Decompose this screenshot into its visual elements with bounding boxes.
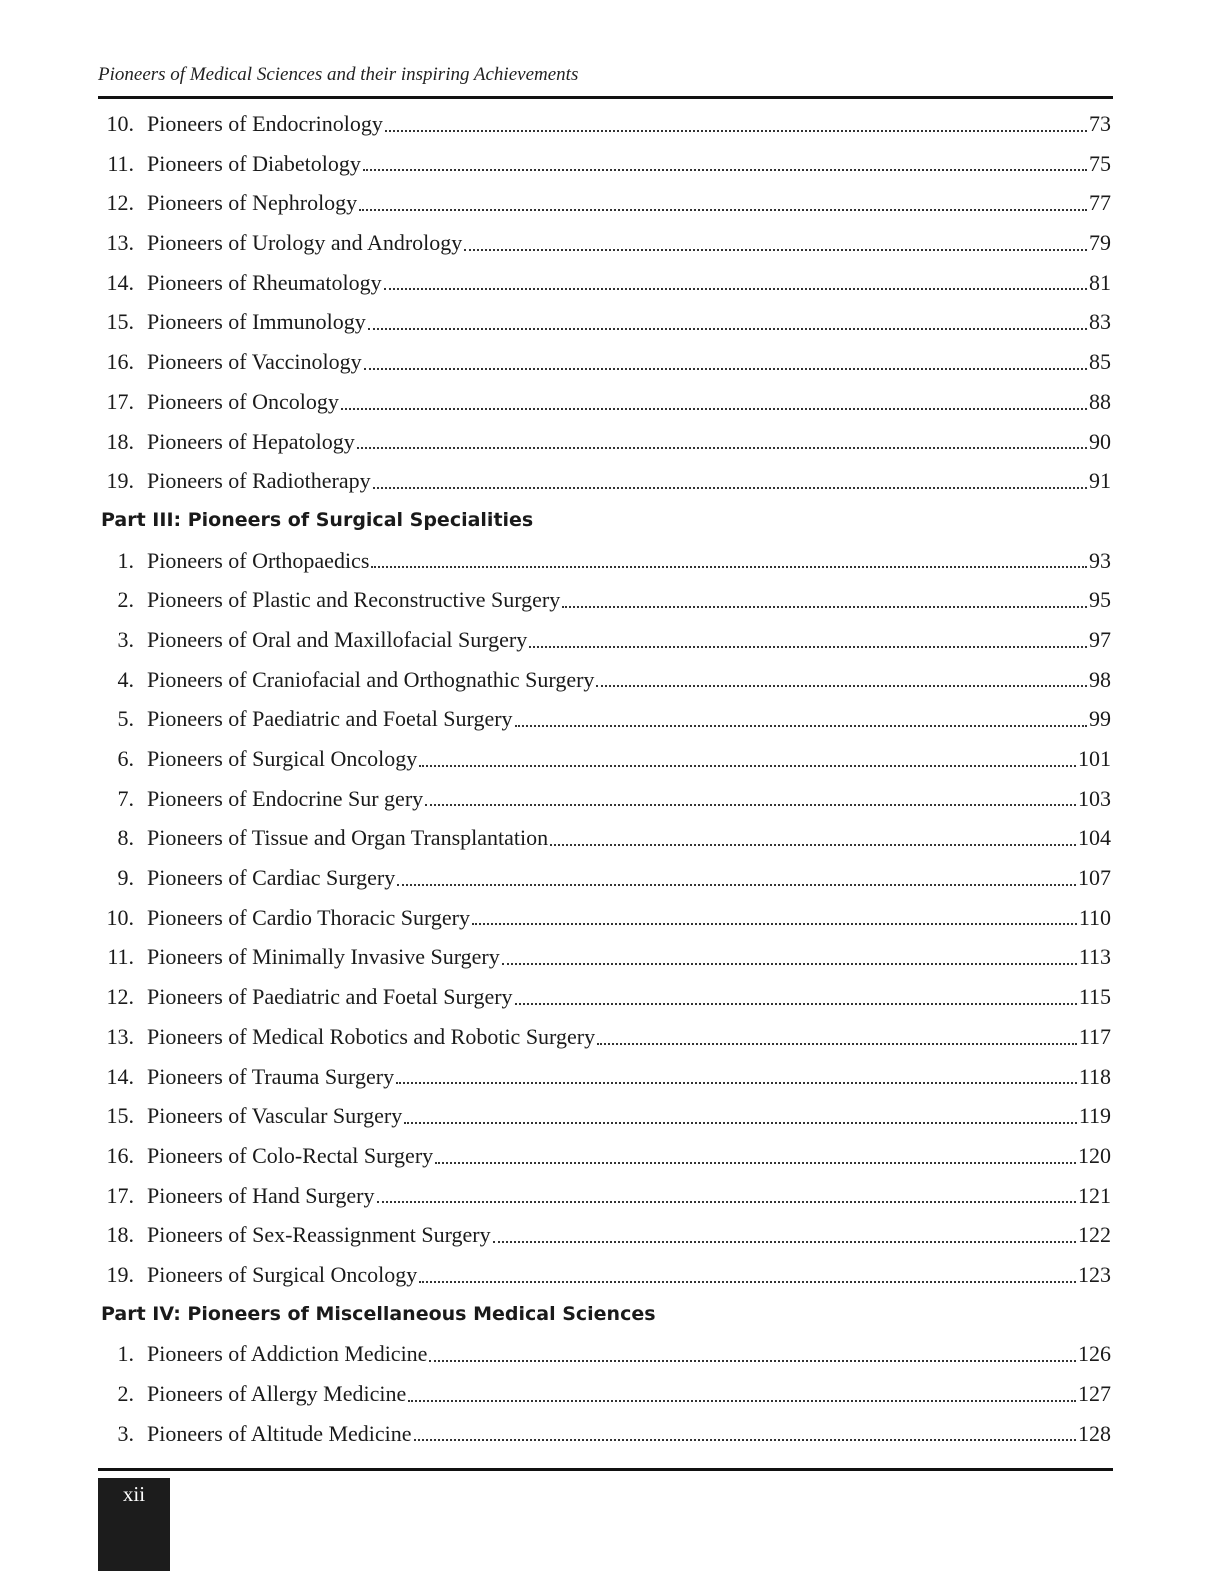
toc-entry [98, 104, 1111, 144]
dot-leader [562, 580, 1087, 620]
dot-leader [377, 1176, 1077, 1216]
toc-entry-page: 118 [1078, 1063, 1111, 1089]
toc-entry-title: Pioneers of Tissue and Organ Transplantation [147, 825, 549, 851]
footer-rule [98, 1468, 1113, 1471]
toc-entry-number: 18. [106, 428, 134, 454]
toc-entry [98, 818, 1111, 858]
toc-entry-page: 85 [1089, 349, 1111, 375]
toc-entry [98, 1255, 1111, 1295]
toc-entry [98, 223, 1111, 263]
toc-entry [98, 1414, 1111, 1454]
toc-entry-title: Pioneers of Vascular Surgery [147, 1103, 403, 1129]
dot-leader [515, 699, 1087, 739]
toc-entry-page: 117 [1078, 1023, 1111, 1049]
toc-entry [98, 1017, 1111, 1057]
toc-entry-title: Pioneers of Endocrinology [147, 111, 383, 136]
toc-entry-number: 14. [106, 269, 134, 295]
dot-leader [414, 1414, 1076, 1454]
table-of-contents [98, 104, 1111, 1453]
toc-entry [98, 898, 1111, 938]
toc-entry-number: 19. [106, 468, 134, 494]
toc-entry [98, 302, 1111, 342]
toc-entry-number: 2. [117, 1381, 134, 1406]
toc-entry-number: 17. [106, 388, 134, 414]
dot-leader [359, 183, 1087, 223]
toc-entry-title: Pioneers of Radiotherapy [147, 468, 371, 494]
toc-entry [98, 422, 1111, 462]
toc-entry-title: Pioneers of Craniofacial and Orthognathic Surgery [147, 666, 595, 692]
toc-entry [98, 858, 1111, 898]
toc-entry-number: 12. [106, 190, 134, 216]
toc-entry-page: 120 [1078, 1142, 1111, 1168]
dot-leader [550, 818, 1076, 858]
dot-leader [472, 898, 1077, 938]
toc-entry-page: 107 [1078, 865, 1111, 891]
toc-entry-number: 16. [106, 1142, 134, 1168]
toc-entry-number: 15. [106, 1103, 134, 1129]
toc-entry [98, 541, 1111, 581]
toc-entry-page: 121 [1078, 1182, 1111, 1208]
toc-entry-page: 127 [1078, 1381, 1111, 1406]
dot-leader [385, 104, 1087, 144]
dot-leader [529, 620, 1087, 660]
toc-entry-number: 3. [117, 1420, 134, 1446]
toc-entry-title: Pioneers of Sex-Reassignment Surgery [147, 1222, 491, 1248]
dot-leader [373, 461, 1087, 501]
toc-entry-page: 128 [1078, 1420, 1111, 1446]
toc-entry-number: 16. [106, 349, 134, 375]
toc-entry-number: 19. [106, 1261, 134, 1287]
toc-entry-page: 88 [1089, 388, 1111, 414]
toc-entry-number: 17. [106, 1182, 134, 1208]
running-header-title: Pioneers of Medical Sciences and their inspiring Achievements [98, 64, 579, 85]
page-number: xii [122, 1482, 146, 1506]
toc-entry-page: 97 [1089, 626, 1111, 652]
toc-entry-title: Pioneers of Immunology [147, 309, 366, 335]
toc-entry-number: 1. [117, 1341, 134, 1367]
dot-leader [596, 660, 1087, 700]
dot-leader [597, 1017, 1077, 1057]
toc-entry-page: 81 [1089, 269, 1111, 295]
toc-entry-number: 15. [106, 309, 134, 335]
toc-entry-page: 83 [1089, 309, 1111, 335]
toc-entry-page: 119 [1078, 1103, 1111, 1129]
part-heading: Part III: Pioneers of Surgical Specialities [101, 508, 534, 531]
toc-entry-title: Pioneers of Orthopaedics [147, 547, 370, 573]
toc-entry-title: Pioneers of Endocrine Sur gery [147, 785, 424, 811]
toc-entry [98, 1176, 1111, 1216]
toc-entry-number: 10. [106, 111, 134, 136]
toc-entry-title: Pioneers of Cardio Thoracic Surgery [147, 904, 470, 930]
toc-entry [98, 580, 1111, 620]
toc-entry-page: 122 [1078, 1222, 1111, 1248]
dot-leader [404, 1096, 1077, 1136]
toc-entry-page: 91 [1089, 468, 1111, 494]
toc-entry-title: Pioneers of Hepatology [147, 428, 355, 454]
toc-entry [98, 1334, 1111, 1374]
toc-entry-number: 4. [117, 666, 134, 692]
toc-entry [98, 1096, 1111, 1136]
dot-leader [363, 144, 1087, 184]
toc-entry-page: 103 [1078, 785, 1111, 811]
toc-entry-title: Pioneers of Oral and Maxillofacial Surgery [147, 626, 528, 652]
part-heading: Part IV: Pioneers of Miscellaneous Medical Sciences [101, 1302, 656, 1325]
toc-entry [98, 699, 1111, 739]
dot-leader [396, 1057, 1077, 1097]
toc-entry-number: 7. [117, 785, 134, 811]
toc-entry-title: Pioneers of Surgical Oncology [147, 1261, 418, 1287]
toc-entry [98, 739, 1111, 779]
toc-entry [98, 1215, 1111, 1255]
toc-entry-number: 1. [117, 547, 134, 573]
dot-leader [384, 263, 1087, 303]
toc-entry-number: 3. [117, 626, 134, 652]
dot-leader [419, 1255, 1076, 1295]
dot-leader [493, 1215, 1076, 1255]
toc-entry-number: 11. [107, 150, 134, 176]
toc-entry-number: 18. [106, 1222, 134, 1248]
toc-entry-title: Pioneers of Plastic and Reconstructive Surgery [147, 587, 561, 613]
toc-entry-number: 5. [117, 706, 134, 732]
toc-entry-page: 99 [1089, 706, 1111, 732]
dot-leader [371, 541, 1087, 581]
toc-entry-title: Pioneers of Paediatric and Foetal Surgery [147, 984, 513, 1010]
dot-leader [357, 422, 1087, 462]
toc-entry-title: Pioneers of Trauma Surgery [147, 1063, 395, 1089]
toc-entry [98, 183, 1111, 223]
dot-leader [419, 739, 1076, 779]
toc-entry-title: Pioneers of Diabetology [147, 150, 361, 176]
toc-entry [98, 1136, 1111, 1176]
dot-leader [341, 382, 1087, 422]
toc-entry-title: Pioneers of Colo-Rectal Surgery [147, 1142, 434, 1168]
toc-entry-page: 75 [1089, 150, 1111, 176]
toc-entry-number: 11. [107, 944, 134, 970]
dot-leader [397, 858, 1076, 898]
toc-entry-title: Pioneers of Urology and Andrology [147, 230, 463, 256]
toc-entry-page: 95 [1089, 587, 1111, 613]
dot-leader [515, 977, 1077, 1017]
toc-entry-page: 126 [1078, 1341, 1111, 1367]
toc-entry-page: 104 [1078, 825, 1111, 851]
toc-entry-page: 73 [1089, 111, 1111, 136]
toc-entry-page: 113 [1078, 944, 1111, 970]
toc-entry-page: 93 [1089, 547, 1111, 573]
toc-entry-title: Pioneers of Altitude Medicine [147, 1420, 412, 1446]
toc-entry [98, 1057, 1111, 1097]
toc-entry-title: Pioneers of Vaccinology [147, 349, 362, 375]
toc-entry-page: 101 [1078, 746, 1111, 771]
dot-leader [425, 779, 1076, 819]
toc-entry [98, 1374, 1111, 1414]
toc-entry-number: 10. [106, 904, 134, 930]
dot-leader [368, 302, 1087, 342]
toc-entry-title: Pioneers of Surgical Oncology [147, 746, 418, 771]
toc-entry [98, 937, 1111, 977]
toc-entry [98, 660, 1111, 700]
dot-leader [464, 223, 1087, 263]
toc-entry-title: Pioneers of Paediatric and Foetal Surgery [147, 706, 513, 732]
toc-entry [98, 382, 1111, 422]
toc-entry [98, 342, 1111, 382]
dot-leader [429, 1334, 1076, 1374]
toc-entry [98, 263, 1111, 303]
toc-entry [98, 977, 1111, 1017]
toc-entry-title: Pioneers of Oncology [147, 388, 339, 414]
toc-entry-number: 6. [117, 746, 134, 771]
dot-leader [408, 1374, 1076, 1414]
toc-entry-title: Pioneers of Hand Surgery [147, 1182, 375, 1208]
toc-entry-number: 9. [117, 865, 134, 891]
toc-entry-title: Pioneers of Minimally Invasive Surgery [147, 944, 500, 970]
toc-entry [98, 779, 1111, 819]
toc-entry-page: 90 [1089, 428, 1111, 454]
toc-entry [98, 620, 1111, 660]
toc-entry-page: 79 [1089, 230, 1111, 256]
toc-entry-title: Pioneers of Nephrology [147, 190, 358, 216]
toc-entry-title: Pioneers of Allergy Medicine [147, 1381, 407, 1406]
toc-entry-title: Pioneers of Addiction Medicine [147, 1341, 428, 1367]
toc-entry-title: Pioneers of Cardiac Surgery [147, 865, 396, 891]
toc-entry-number: 2. [117, 587, 134, 613]
toc-entry-title: Pioneers of Rheumatology [147, 269, 382, 295]
toc-entry [98, 461, 1111, 501]
dot-leader [364, 342, 1087, 382]
toc-entry-number: 13. [106, 1023, 134, 1049]
toc-entry-page: 77 [1089, 190, 1111, 216]
toc-entry-number: 8. [117, 825, 134, 851]
toc-entry-number: 14. [106, 1063, 134, 1089]
page-number-tab [98, 1478, 170, 1571]
toc-entry-title: Pioneers of Medical Robotics and Robotic Surgery [147, 1023, 596, 1049]
toc-entry-page: 98 [1089, 666, 1111, 692]
toc-entry-page: 115 [1078, 984, 1111, 1010]
dot-leader [435, 1136, 1076, 1176]
dot-leader [502, 937, 1077, 977]
toc-entry-number: 13. [106, 230, 134, 256]
toc-entry-page: 110 [1078, 904, 1111, 930]
toc-entry-page: 123 [1078, 1261, 1111, 1287]
toc-entry-number: 12. [106, 984, 134, 1010]
toc-entry [98, 144, 1111, 184]
header-rule [98, 96, 1113, 99]
